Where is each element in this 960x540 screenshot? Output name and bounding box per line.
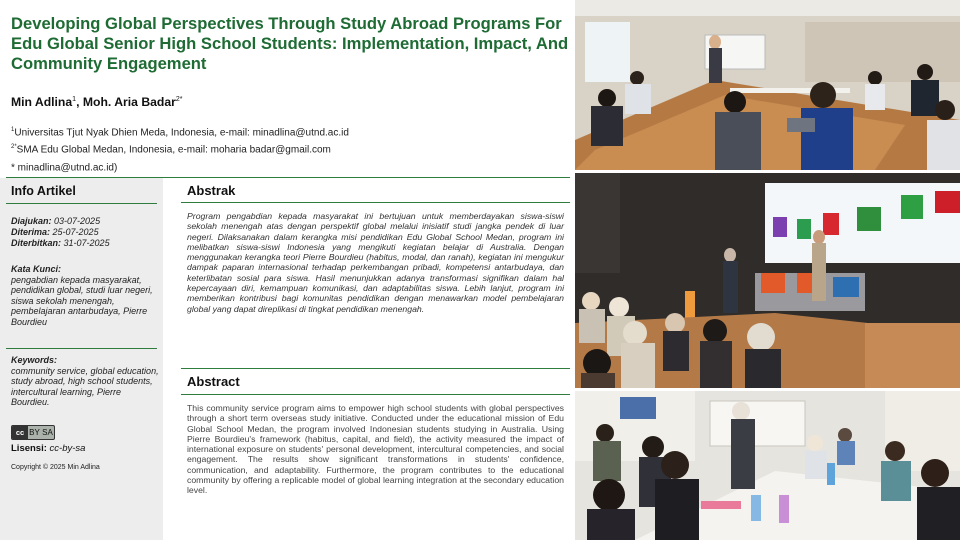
author-separator: , — [76, 95, 83, 109]
article-info-heading: Info Artikel — [11, 184, 76, 198]
date-published — [11, 238, 110, 249]
affiliation-sup: 1 — [11, 127, 15, 133]
affiliations — [11, 123, 571, 175]
classroom-photo — [575, 0, 960, 170]
license-value: cc-by-sa — [49, 443, 86, 454]
section-divider — [181, 202, 570, 203]
sidebar-divider — [6, 348, 157, 349]
section-divider — [181, 368, 570, 369]
author-list — [11, 95, 183, 109]
license-label: Lisensi: — [11, 443, 47, 454]
license-line — [11, 443, 85, 454]
affiliation-line — [11, 158, 571, 175]
abstract-heading: Abstract — [187, 374, 240, 389]
kata-kunci-label: Kata Kunci: — [11, 264, 62, 274]
date-label: Diajukan: — [11, 216, 52, 226]
keywords-block — [11, 355, 159, 408]
kata-kunci-text: pengabdian kepada masyarakat, pendidikan global, studi luar negeri, siswa sekolah menengah, pembelajaran antarbudaya, Pierre Bourdieu — [11, 274, 153, 327]
affiliation-sup: 2* — [11, 144, 17, 151]
date-accepted — [11, 227, 110, 238]
affiliation-text: * minadlina@utnd.ac.id) — [11, 161, 118, 173]
auditorium-photo — [575, 173, 960, 388]
date-label: Diterima: — [11, 227, 51, 237]
article-dates — [11, 216, 110, 249]
article-info-sidebar — [0, 178, 163, 540]
photo-column — [575, 0, 960, 540]
date-submitted — [11, 216, 110, 227]
paper-title: Developing Global Perspectives Through Study Abroad Programs For Edu Global Senior High School Students: Implementation, Impact, And Community Engagement — [11, 14, 569, 73]
cc-icon: cc — [12, 426, 28, 439]
affiliation-line — [11, 123, 571, 140]
abstract-text: This community service program aims to empower high school students with global perspectives through a short term overseas study initiative. Conducted under the educational mission of Edu Global School Medan, the program involved Indonesian students studying in Australia. Using Pierre Bourdieu's framework (habitus, capital, and field), the activity measured the impact of international exposure on students' personal development, intercultural competencies, and social engagement. The results show significant transformations in students' confidence, communication, and adaptability. Furthermore, the program contributes to the educational community by offering a replicable model of global learning integration at the secondary education level. — [187, 403, 564, 496]
section-divider — [181, 394, 570, 395]
affiliation-line — [11, 140, 571, 157]
kata-kunci-block — [11, 264, 159, 328]
sa-icon: SA — [42, 428, 53, 437]
abstrak-text: Program pengabdian kepada masyarakat ini bertujuan untuk memberdayakan siswa-siswi sekolah menengah atas dengan perspektif global melalui inisiatif studi jangka pendek di luar negeri. Dilaksanakan dalam kerangka misi pendidikan Edu Global School Medan, program ini melibatkan siswa-siswi Indonesia yang mengikuti kegiatan belajar di Australia. Dengan menggunakan kerangka teori Pierre Bourdieu (habitus, modal, dan ranah), kegiatan ini mengukur dampak paparan internasional terhadap perkembangan pribadi, kompetensi antarbudaya, dan keterlibatan sosial para siswa. Hasil menunjukkan adanya transformasi signifikan dalam hal kepercayaan diri, kemampuan komunikasi, dan adaptabilitas siswa. Lebih lanjut, program ini memberikan kontribusi bagi komunitas pendidikan dengan menawarkan model pembelajaran global yang dapat direplikasi di tingkat pendidikan menengah. — [187, 211, 564, 314]
keywords-label: Keywords: — [11, 355, 58, 365]
keywords-text: community service, global education, study abroad, high school students, intercultural learning, Pierre Bourdieu. — [11, 365, 159, 408]
copyright-note: Copyright © 2025 Min Adlina — [11, 464, 100, 471]
author-sup: 1 — [72, 95, 77, 103]
date-value: 25-07-2025 — [52, 227, 99, 237]
date-value: 31-07-2025 — [63, 238, 110, 248]
author-name: Moh. Aria Badar — [82, 95, 176, 109]
cc-license-badge[interactable] — [11, 425, 55, 440]
author-name: Min Adlina — [11, 95, 73, 109]
abstrak-heading: Abstrak — [187, 183, 236, 198]
sidebar-divider — [6, 203, 157, 204]
date-value: 03-07-2025 — [54, 216, 101, 226]
workshop-photo — [575, 391, 960, 540]
date-label: Diterbitkan: — [11, 238, 62, 248]
affiliation-text: SMA Edu Global Medan, Indonesia, e-mail: moharia badar@gmail.com — [16, 144, 331, 156]
affiliation-text: Universitas Tjut Nyak Dhien Meda, Indonesia, e-mail: minadlina@utnd.ac.id — [14, 127, 349, 139]
author-sup: 2* — [175, 95, 183, 103]
by-icon: BY — [29, 428, 40, 437]
